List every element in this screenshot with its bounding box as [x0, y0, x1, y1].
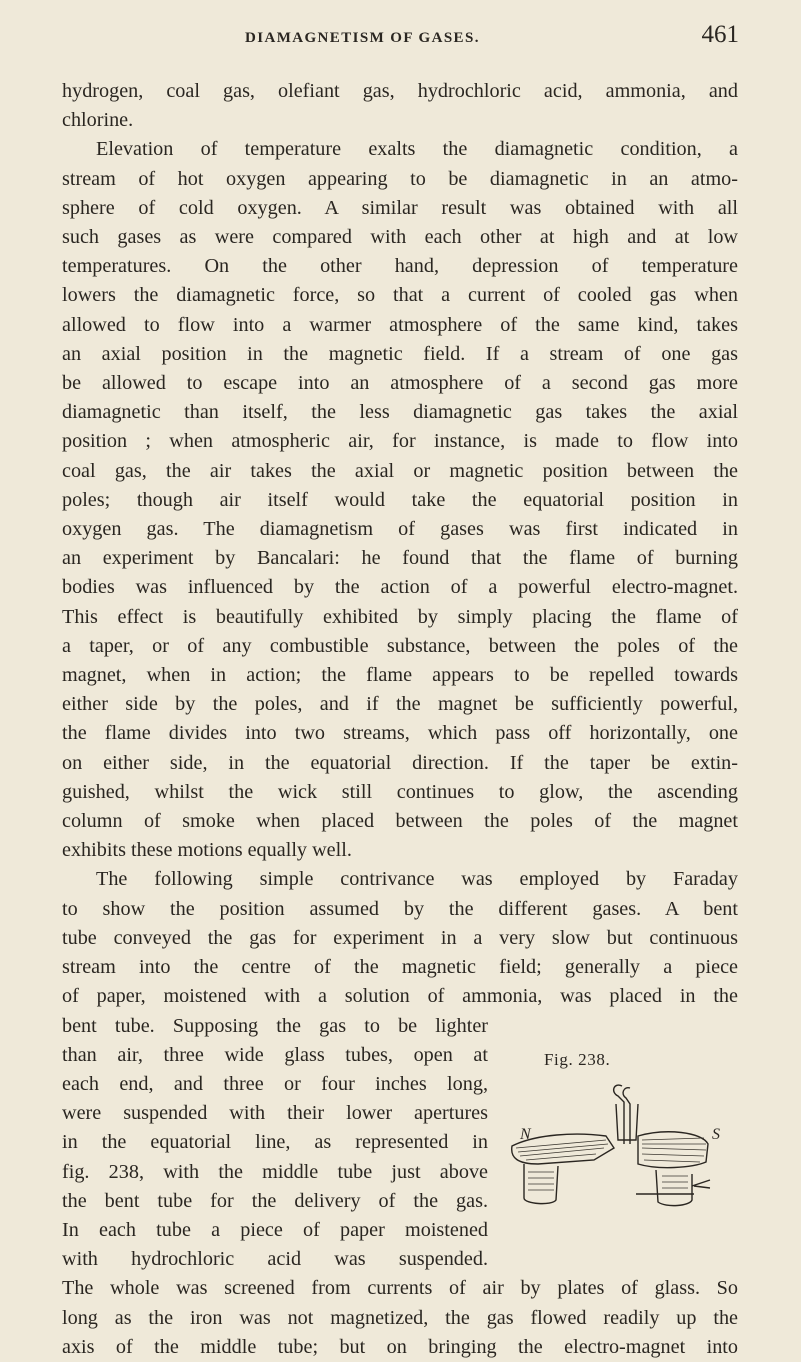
text-line: such gases as were compared with each other at high and at low — [62, 226, 738, 249]
text-line: an axial position in the magnetic field. If a stream of one gas — [62, 342, 738, 365]
text-line: an experiment by Bancalari: he found that the flame of burning — [62, 547, 738, 570]
text-line: Elevation of temperature exalts the diamagnetic condition, a — [96, 138, 738, 161]
text-line: with hydrochloric acid was suspended. — [62, 1248, 488, 1271]
text-line: coal gas, the air takes the axial or magnetic position between the — [62, 459, 738, 482]
text-line: oxygen gas. The diamagnetism of gases was first indicated in — [62, 518, 738, 541]
text-line: either side by the poles, and if the magnet be sufficiently powerful, — [62, 693, 738, 716]
text-line: This effect is beautifully exhibited by simply placing the flame of — [62, 605, 738, 628]
pole-s-label: S — [712, 1126, 720, 1143]
text-line: lowers the diamagnetic force, so that a current of cooled gas when — [62, 284, 738, 307]
page-number: 461 — [701, 21, 739, 48]
text-line: position ; when atmospheric air, for instance, is made to flow into — [62, 430, 738, 453]
text-line: bent tube. Supposing the gas to be lighter — [62, 1014, 488, 1037]
text-line: hydrogen, coal gas, olefiant gas, hydrochloric acid, ammonia, and — [62, 80, 738, 102]
text-line: stream into the centre of the magnetic field; generally a piece — [62, 956, 738, 979]
text-line: each end, and three or four inches long, — [62, 1072, 488, 1095]
text-line: to show the position assumed by the different gases. A bent — [62, 897, 738, 920]
text-line: temperatures. On the other hand, depression of temperature — [62, 255, 738, 278]
text-line: a taper, or of any combustible substance, between the poles of the — [62, 634, 738, 657]
text-line: guished, whilst the wick still continues to glow, the ascending — [62, 780, 738, 803]
running-head: DIAMAGNETISM OF GASES. — [245, 30, 480, 46]
text-line: long as the iron was not magnetized, the gas flowed readily up the — [62, 1306, 738, 1329]
text-line: sphere of cold oxygen. A similar result was obtained with all — [62, 196, 738, 219]
pole-n-label: N — [520, 1126, 531, 1143]
text-line: than air, three wide glass tubes, open at — [62, 1043, 488, 1066]
text-line: the flame divides into two streams, which pass off horizontally, one — [62, 722, 738, 745]
figure-illustration — [496, 1078, 716, 1228]
middle-tube — [616, 1104, 638, 1140]
text-line: allowed to flow into a warmer atmosphere of the same kind, takes — [62, 313, 738, 336]
text-line: exhibits these motions equally well. — [62, 839, 352, 862]
text-line: axis of the middle tube; but on bringing the electro-magnet into — [62, 1335, 738, 1358]
text-line: be allowed to escape into an atmosphere of a second gas more — [62, 372, 738, 395]
text-line: diamagnetic than itself, the less diamagnetic gas takes the axial — [62, 401, 738, 424]
text-line: chlorine. — [62, 109, 134, 132]
paragraph-1 — [62, 77, 738, 135]
text-line: stream of hot oxygen appearing to be diamagnetic in an atmo- — [62, 167, 738, 190]
text-line: the bent tube for the delivery of the gas. — [62, 1189, 488, 1212]
figure-caption: Fig. 238. — [544, 1050, 611, 1069]
text-line: were suspended with their lower apertures — [62, 1102, 488, 1125]
text-line: on either side, in the equatorial direction. If the taper be extin- — [62, 751, 738, 774]
pointer-arrow — [692, 1180, 710, 1188]
text-line: of paper, moistened with a solution of ammonia, was placed in the — [62, 985, 738, 1008]
text-line: bodies was influenced by the action of a powerful electro-magnet. — [62, 576, 738, 599]
text-line: magnet, when in action; the flame appears to be repelled towards — [62, 664, 738, 687]
text-line: In each tube a piece of paper moistened — [62, 1218, 488, 1241]
text-line: in the equatorial line, as represented in — [62, 1131, 488, 1154]
paragraph-2 — [62, 135, 738, 865]
text-line: fig. 238, with the middle tube just above — [62, 1160, 488, 1183]
text-line: The following simple contrivance was employed by Faraday — [96, 868, 738, 891]
text-line: poles; though air itself would take the equatorial position in — [62, 488, 738, 511]
text-line: column of smoke when placed between the poles of the magnet — [62, 810, 738, 833]
text-line: The whole was screened from currents of air by plates of glass. So — [62, 1277, 738, 1300]
text-line: tube conveyed the gas for experiment in a very slow but continuous — [62, 926, 738, 949]
